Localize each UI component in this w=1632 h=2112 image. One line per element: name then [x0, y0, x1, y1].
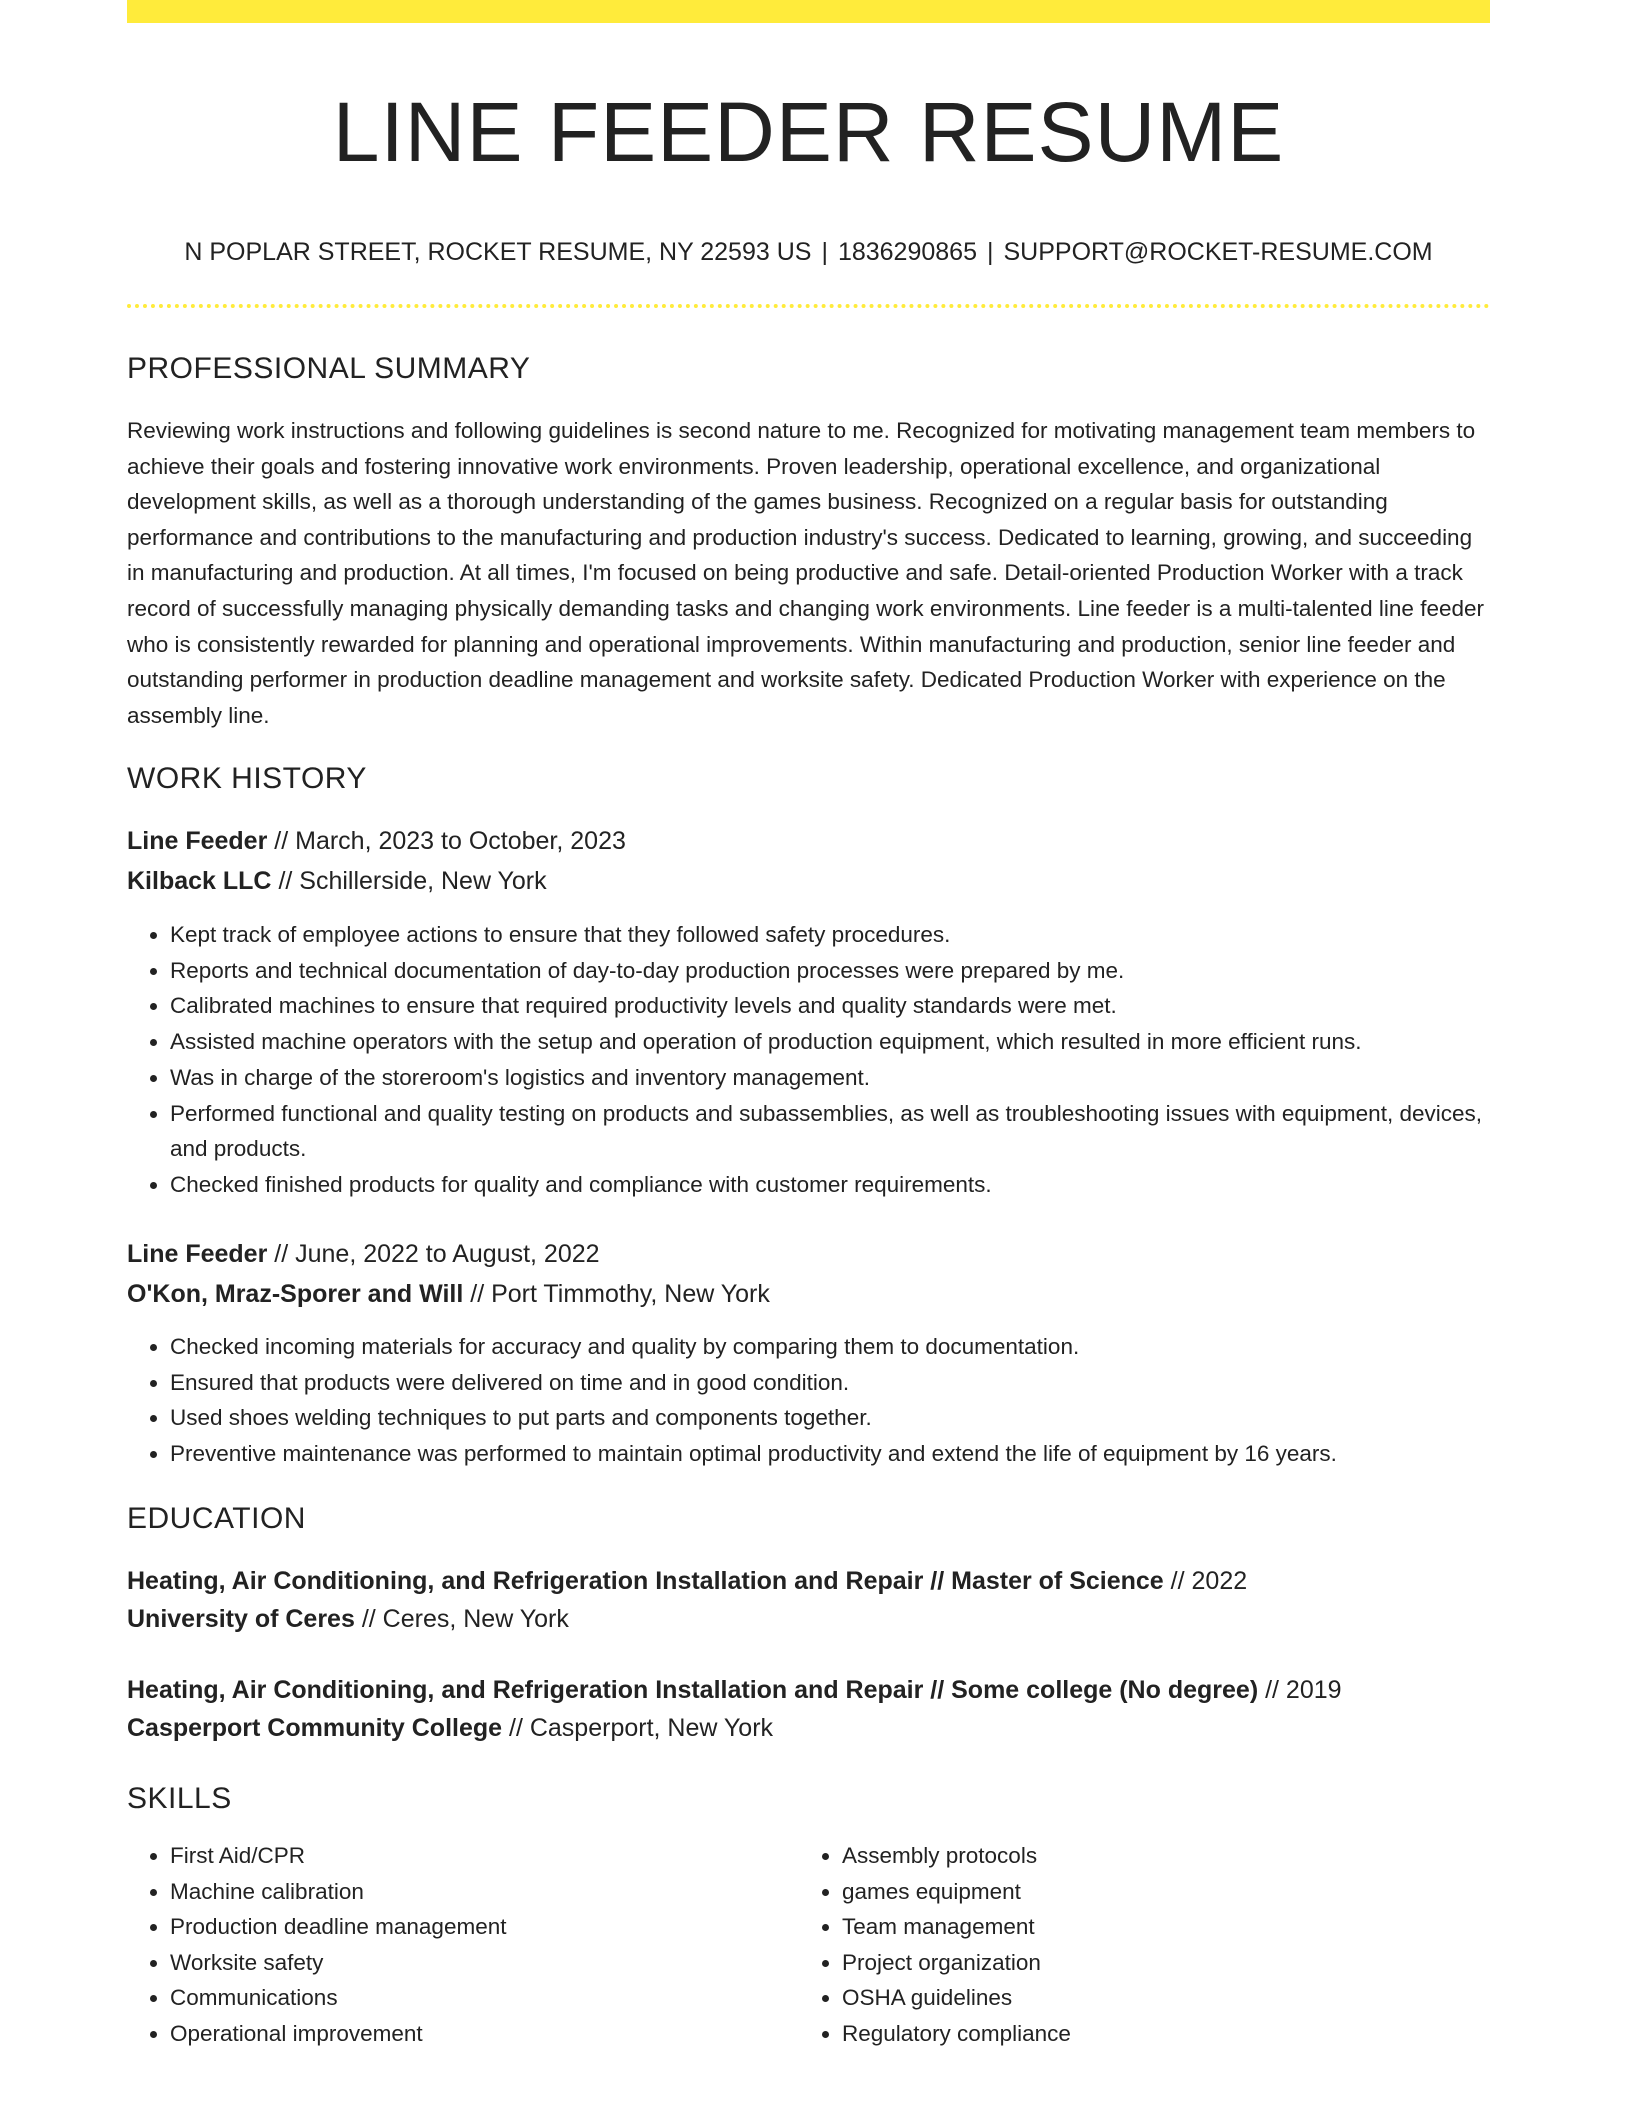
contact-email: SUPPORT@ROCKET-RESUME.COM	[1003, 238, 1433, 266]
list-item: • Machine calibration	[170, 1874, 810, 1910]
job-1-dates: // March, 2023 to October, 2023	[274, 827, 626, 855]
top-accent-bar	[127, 0, 1490, 23]
list-item: • Calibrated machines to ensure that required productivity levels and quality standards were met.	[170, 988, 1500, 1024]
job-2-dates: // June, 2022 to August, 2022	[274, 1240, 600, 1268]
job-2-company: O'Kon, Mraz-Sporer and Will	[127, 1280, 464, 1308]
education-1-degree: Heating, Air Conditioning, and Refrigeration Installation and Repair // Master of Science	[127, 1567, 1164, 1595]
job-1-title: Line Feeder	[127, 827, 268, 855]
education-2-location: // Casperport, New York	[509, 1714, 774, 1742]
education-2-school: Casperport Community College	[127, 1714, 503, 1742]
education-2-degree: Heating, Air Conditioning, and Refrigeration Installation and Repair // Some college (No degree)	[127, 1676, 1259, 1704]
contact-separator: |	[986, 238, 994, 266]
job-2-title-line	[127, 1237, 600, 1271]
job-1-company-line	[127, 864, 547, 898]
list-item: • Team management	[842, 1909, 1482, 1945]
list-item: • Used shoes welding techniques to put parts and components together.	[170, 1400, 1500, 1436]
list-item: • Communications	[170, 1980, 810, 2016]
education-1-school: University of Ceres	[127, 1605, 355, 1633]
list-item: • games equipment	[842, 1874, 1482, 1910]
job-2-bullets	[127, 1329, 1500, 1472]
list-item: • Kept track of employee actions to ensure that they followed safety procedures.	[170, 917, 1500, 953]
list-item: • Worksite safety	[170, 1945, 810, 1981]
list-item: • First Aid/CPR	[170, 1838, 810, 1874]
job-2-title: Line Feeder	[127, 1240, 268, 1268]
list-item: • Production deadline management	[170, 1909, 810, 1945]
header-divider	[127, 304, 1490, 308]
list-item: • Performed functional and quality testing on products and subassemblies, as well as troubleshooting issues with equipment, devices, and products.	[170, 1096, 1500, 1167]
education-2-year: // 2019	[1265, 1676, 1342, 1704]
list-item: • Project organization	[842, 1945, 1482, 1981]
contact-line	[127, 236, 1490, 268]
job-2-location: // Port Timmothy, New York	[470, 1280, 770, 1308]
contact-separator: |	[821, 238, 828, 266]
list-item: • Assembly protocols	[842, 1838, 1482, 1874]
job-1-bullets	[127, 917, 1500, 1203]
education-1-school-line	[127, 1602, 569, 1636]
list-item: • Was in charge of the storeroom's logistics and inventory management.	[170, 1060, 1500, 1096]
summary-heading: PROFESSIONAL SUMMARY	[127, 352, 531, 385]
list-item: • Regulatory compliance	[842, 2016, 1482, 2052]
summary-text: Reviewing work instructions and following guidelines is second nature to me. Recognized for motivating management team members to achieve their goals and fostering innovative work environments. Proven leadership, operational excellence, and organizational development skills, as well as a thorough understanding of the games business. Recognized on a regular basis for outstanding performance and contributions to the manufacturing and production industry's success. Dedicated to learning, growing, and succeeding in manufacturing and production. At all times, I'm focused on being productive and safe. Detail-oriented Production Worker with a track record of successfully managing physically demanding tasks and changing work environments. Line feeder is a multi-talented line feeder who is consistently rewarded for planning and operational improvements. Within manufacturing and production, senior line feeder and outstanding performer in production deadline management and worksite safety. Dedicated Production Worker with experience on the assembly line.	[127, 418, 1484, 728]
job-1-location: // Schillerside, New York	[278, 867, 547, 895]
list-item: • Assisted machine operators with the setup and operation of production equipment, which resulted in more efficient runs.	[170, 1024, 1500, 1060]
skills-left-list	[127, 1838, 810, 2052]
job-1-title-line	[127, 824, 626, 858]
list-item: • OSHA guidelines	[842, 1980, 1482, 2016]
education-1-degree-line	[127, 1564, 1247, 1598]
education-2-school-line	[127, 1711, 773, 1745]
list-item: • Operational improvement	[170, 2016, 810, 2052]
education-1-year: // 2022	[1170, 1567, 1248, 1595]
list-item: • Preventive maintenance was performed to maintain optimal productivity and extend the life of equipment by 16 years.	[170, 1436, 1500, 1472]
contact-address: N POPLAR STREET, ROCKET RESUME, NY 22593 US	[184, 238, 812, 266]
work-history-heading: WORK HISTORY	[127, 762, 367, 795]
list-item: • Checked finished products for quality and compliance with customer requirements.	[170, 1167, 1500, 1203]
skills-heading: SKILLS	[127, 1782, 232, 1815]
list-item: • Checked incoming materials for accuracy and quality by comparing them to documentation.	[170, 1329, 1500, 1365]
list-item: • Ensured that products were delivered on time and in good condition.	[170, 1365, 1500, 1401]
job-2-company-line	[127, 1277, 770, 1311]
list-item: • Reports and technical documentation of day-to-day production processes were prepared by me.	[170, 953, 1500, 989]
education-1-location: // Ceres, New York	[361, 1605, 569, 1633]
education-heading: EDUCATION	[127, 1502, 306, 1535]
contact-phone: 1836290865	[837, 238, 977, 266]
resume-title: LINE FEEDER RESUME	[332, 85, 1285, 179]
job-1-company: Kilback LLC	[127, 867, 272, 895]
skills-right-list	[799, 1838, 1482, 2052]
education-2-degree-line	[127, 1673, 1342, 1707]
